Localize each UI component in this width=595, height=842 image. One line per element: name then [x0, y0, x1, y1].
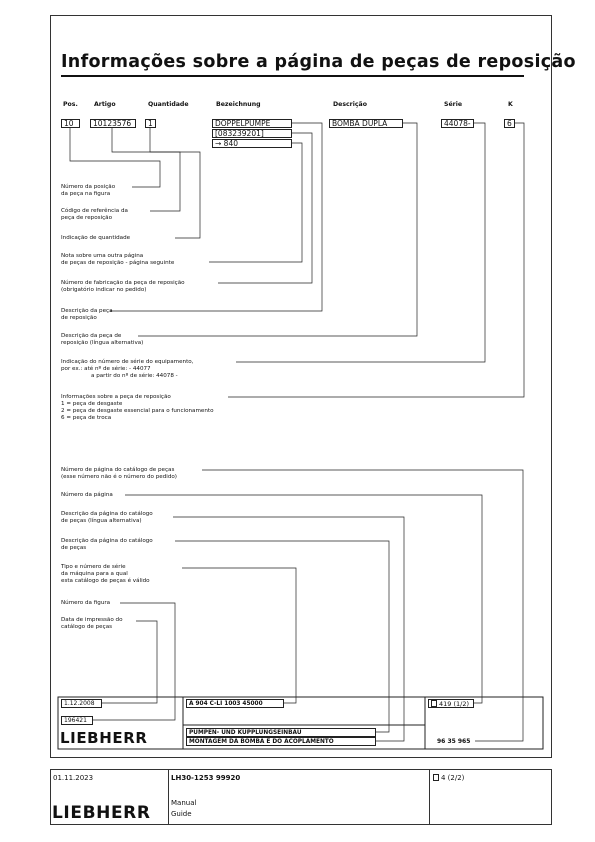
label-descricao-alt: Descrição da peça de reposição (língua alternativa): [61, 333, 144, 346]
footer-manual: Manual: [171, 799, 197, 807]
example-artigo: 10123576: [90, 119, 136, 128]
document-icon: [433, 774, 439, 781]
header-pos: Pos.: [63, 101, 78, 108]
footer-date: 01.11.2023: [53, 774, 94, 782]
label-fabricacao: Número de fabricação da peça de reposição (obrigatório indicar no pedido): [61, 280, 185, 293]
titleblock-desc-pt: MONTAGEM DA BOMBA E DO ACOPLAMENTO: [186, 737, 376, 746]
label-desc-cat: Descrição da página do catálogo de peças: [61, 538, 153, 551]
titleblock-figure: 196421: [61, 716, 93, 725]
label-serie: Indicação do número de série do equipamento, por ex.: até nº de série: - 44077 a partir do nº de série: 44078 -: [61, 359, 194, 379]
header-quantidade: Quantidade: [148, 101, 189, 108]
label-quantidade: Indicação de quantidade: [61, 235, 131, 241]
footer-page: 4 (2/2): [433, 774, 464, 782]
label-pagina: Número da página: [61, 492, 113, 498]
example-bezeichnung: DOPPELPUMPE: [212, 119, 292, 128]
header-k: K: [508, 101, 513, 108]
label-info: Informações sobre a peça de reposição 1 = peça de desgaste 2 = peça de desgaste essencial para o funcionamento 6 = peça de troca: [61, 394, 214, 421]
footer-divider-1: [168, 769, 169, 824]
header-bezeichnung: Bezeichnung: [216, 101, 261, 108]
titleblock-page: 419 (1/2): [428, 699, 474, 708]
example-descricao: BOMBA DUPLA: [329, 119, 403, 128]
document-icon: [431, 700, 437, 707]
example-quantidade: 1: [145, 119, 156, 128]
titleblock-catalog-page: 96 35 965: [434, 737, 475, 746]
label-pos: Número da posição da peça na figura: [61, 184, 116, 197]
titleblock-date: 1.12.2008: [61, 699, 102, 708]
titleblock-logo: LIEBHERR: [60, 729, 148, 747]
page-title: Informações sobre a página de peças de reposição: [61, 52, 576, 72]
footer-divider-2: [429, 769, 430, 824]
label-figura: Número da figura: [61, 600, 111, 606]
label-data: Data de impressão do catálogo de peças: [61, 617, 123, 630]
header-descricao: Descrição: [333, 101, 367, 108]
label-desc-cat-alt: Descrição da página do catálogo de peças (língua alternativa): [61, 511, 153, 524]
titleblock-desc-de: PUMPEN- UND KUPPLUNGSEINBAU: [186, 728, 376, 737]
label-nota: Nota sobre uma outra página de peças de reposição - página seguinte: [61, 253, 175, 266]
titleblock-machine: A 904 C-LI 1003 45000: [186, 699, 284, 708]
label-catpage: Número de página do catálogo de peças (esse número não é o número do pedido): [61, 467, 177, 480]
example-serie: 44078-: [441, 119, 474, 128]
label-tipo: Tipo e número de série da máquina para a qual esta catálogo de peças é válido: [61, 564, 150, 584]
header-artigo: Artigo: [94, 101, 116, 108]
label-descricao: Descrição da peça de reposição: [61, 308, 113, 321]
arrow-doc-icon: → 840: [215, 139, 238, 148]
example-fabrication-no: [083239201]: [212, 129, 292, 138]
example-pos: 10: [61, 119, 80, 128]
example-k: 6: [504, 119, 515, 128]
footer-doc: LH30-1253 99920: [171, 774, 241, 782]
label-codigo: Código de referência da peça de reposição: [61, 208, 128, 221]
footer-logo: LIEBHERR: [52, 803, 151, 823]
footer-guide: Guide: [171, 810, 192, 818]
header-serie: Série: [444, 101, 463, 108]
